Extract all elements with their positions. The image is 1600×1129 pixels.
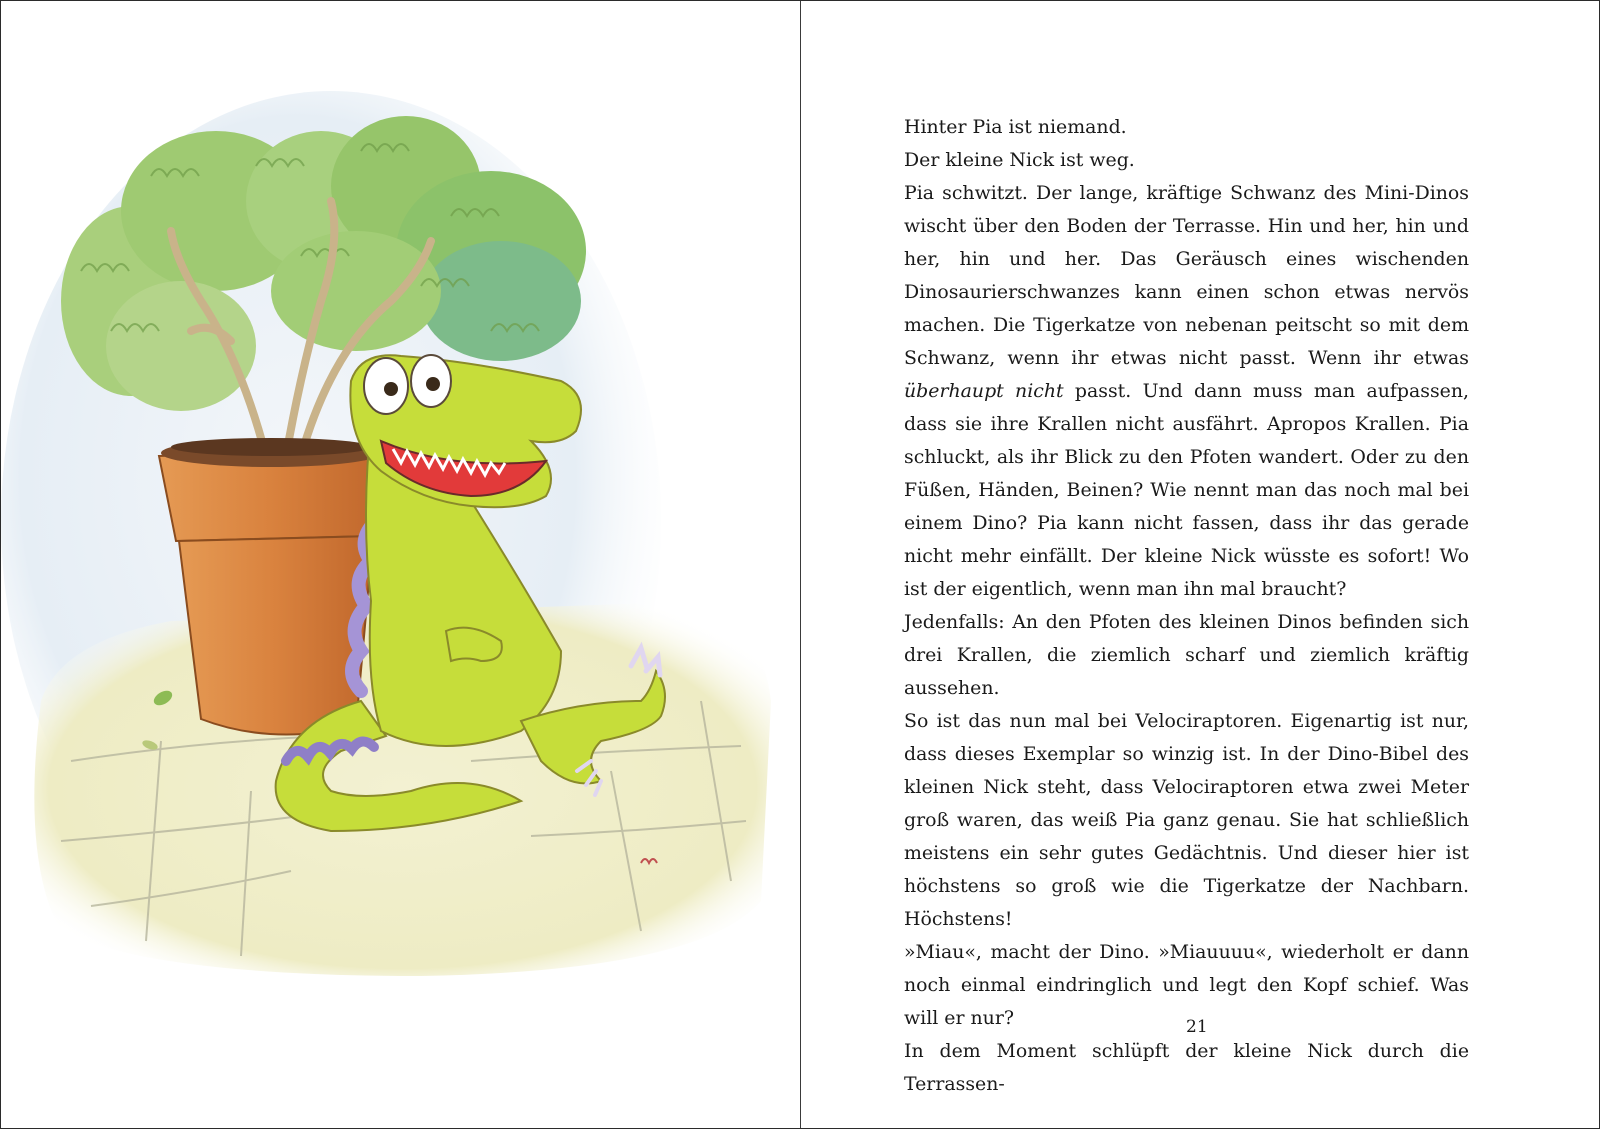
dinosaur-plant-illustration	[1, 1, 800, 1128]
paragraph: In dem Moment schlüpft der kleine Nick durch die Terrassen-	[904, 1040, 1469, 1095]
paragraph: So ist das nun mal bei Velociraptoren. Eigenartig ist nur, dass dieses Exemplar so winzig ist. In der Dino-Bibel des kleinen Nick steht, dass Velociraptoren etwa zwei Meter groß waren, das weiß Pia ganz genau. Sie hat schließlich meistens ein sehr gutes Gedächtnis. Und dieser hier ist höchstens so groß wie die Tigerkatze der Nachbarn. Höchstens!	[904, 710, 1469, 930]
page-number: 21	[1186, 1017, 1208, 1037]
paragraph: »Miau«, macht der Dino. »Miauuuu«, wiederholt er dann noch einmal eindringlich und legt den Kopf schief. Was will er nur?	[904, 941, 1469, 1029]
paragraph: Jedenfalls: An den Pfoten des kleinen Dinos befinden sich drei Krallen, die ziemlich scharf und ziemlich kräftig aussehen.	[904, 611, 1469, 699]
left-page	[1, 1, 800, 1128]
paragraph: Der kleine Nick ist weg.	[904, 149, 1135, 171]
paragraph: Pia schwitzt. Der lange, kräftige Schwanz des Mini-Dinos wischt über den Boden der Terrasse. Hin und her, hin und her, hin und her. Das Geräusch eines wischenden Dinosaurierschwanzes kann einen schon etwas nervös machen. Die Tigerkatze von nebenan peitscht so mit dem Schwanz, wenn ihr etwas nicht passt. Wenn ihr etwas überhaupt nicht passt. Und dann muss man aufpassen, dass sie ihre Krallen nicht ausfährt. Apropos Krallen. Pia schluckt, als ihr Blick zu den Pfoten wandert. Oder zu den Füßen, Händen, Beinen? Wie nennt man das noch mal bei einem Dino? Pia kann nicht fassen, dass ihr das gerade nicht mehr einfällt. Der kleine Nick wüsste es sofort! Wo ist der eigentlich, wenn man ihn mal braucht?	[904, 182, 1469, 600]
body-text	[904, 111, 1469, 1101]
right-page	[801, 1, 1599, 1128]
paragraph: Hinter Pia ist niemand.	[904, 116, 1127, 138]
